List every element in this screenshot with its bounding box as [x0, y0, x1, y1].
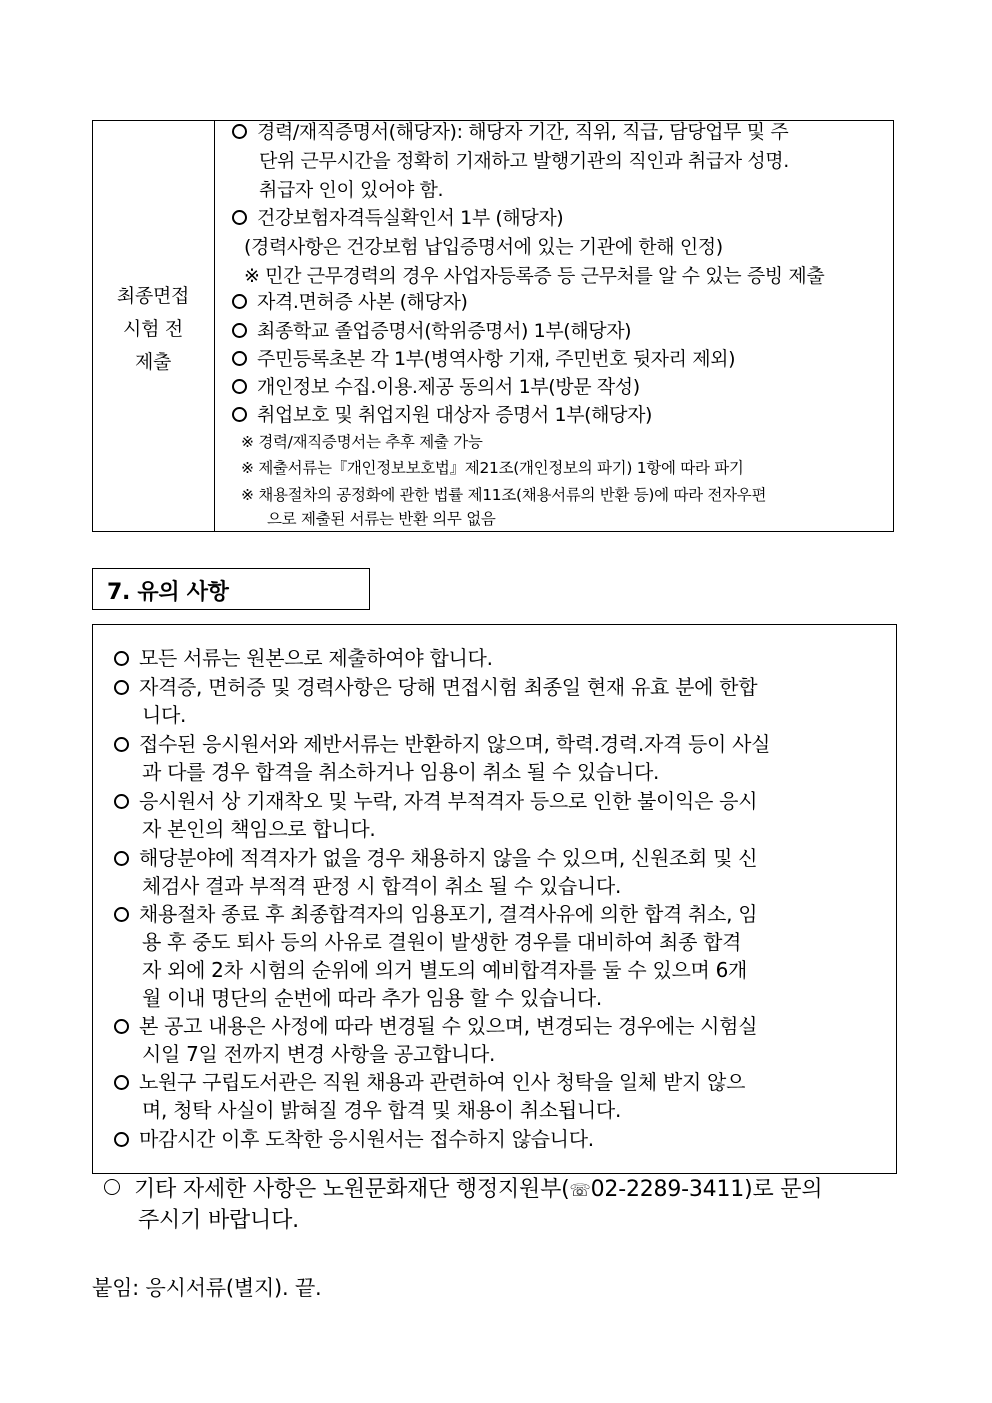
caution-5-line-2: 체검사 결과 부적격 판정 시 합격이 취소 될 수 있습니다. [142, 874, 622, 898]
bullet-circle-icon [114, 794, 129, 809]
caution-3 [114, 731, 770, 757]
caution-8-line-2: 며, 청탁 사실이 밝혀질 경우 합격 및 채용이 취소됩니다. [142, 1098, 622, 1122]
caution-2 [114, 674, 757, 700]
doc-item-1-cont-1: 단위 근무시간을 정확히 기재하고 발행기관의 직인과 취급자 성명. [259, 150, 789, 172]
bullet-circle-icon [232, 351, 247, 366]
table-note-2: ※ 제출서류는『개인정보보호법』제21조(개인정보의 파기) 1항에 따라 파기 [241, 459, 744, 477]
doc-item-4-text: 최종학교 졸업증명서(학위증명서) 1부(해당자) [257, 320, 632, 342]
doc-item-2-cont-1: (경력사항은 건강보험 납입증명서에 있는 기관에 한해 인정) [244, 236, 723, 258]
caution-6-line-2: 용 후 중도 퇴사 등의 사유로 결원이 발생한 경우를 대비하여 최종 합격 [142, 930, 742, 954]
caution-9 [114, 1126, 594, 1152]
doc-item-3 [232, 290, 468, 314]
caution-6-line-4: 월 이내 명단의 순번에 따라 추가 임용 할 수 있습니다. [142, 986, 602, 1010]
doc-item-5 [232, 347, 735, 371]
contact-phone: 02-2289-3411 [590, 1177, 745, 1202]
bullet-circle-icon [114, 1075, 129, 1090]
bullet-circle-icon [114, 737, 129, 752]
doc-item-1 [232, 120, 887, 144]
bullet-circle-icon [114, 851, 129, 866]
bullet-circle-icon [114, 680, 129, 695]
caution-7 [114, 1013, 757, 1039]
contact-text-before: 기타 자세한 사항은 노원문화재단 행정지원부( [134, 1177, 570, 1202]
bullet-circle-icon [114, 907, 129, 922]
caution-8-line-1: 노원구 구립도서관은 직원 채용과 관련하여 인사 청탁을 일체 받지 않으 [139, 1070, 746, 1094]
caution-7-line-1: 본 공고 내용은 사정에 따라 변경될 수 있으며, 변경되는 경우에는 시험실 [139, 1014, 758, 1038]
bullet-circle-icon [232, 407, 247, 422]
doc-item-7 [232, 403, 652, 427]
doc-item-2 [232, 206, 563, 230]
circle-bullet-icon [104, 1179, 120, 1195]
section-header-box [92, 568, 370, 610]
table-label-cell [93, 121, 215, 531]
doc-item-1-first: 경력/재직증명서(해당자): 해당자 기간, 직위, 직급, 담당업무 및 주 [257, 121, 789, 143]
table-label-line-3: 제출 [134, 351, 172, 373]
doc-item-3-text: 자격.면허증 사본 (해당자) [257, 291, 468, 313]
bullet-circle-icon [232, 379, 247, 394]
caution-1-line-1: 모든 서류는 원본으로 제출하여야 합니다. [139, 646, 493, 670]
table-label-line-1: 최종면접 [116, 285, 190, 307]
table-label-line-2: 시험 전 [123, 318, 183, 340]
attachment-note: 붙임: 응시서류(별지). 끝. [92, 1276, 322, 1300]
doc-item-7-text: 취업보호 및 취업지원 대상자 증명서 1부(해당자) [257, 404, 653, 426]
caution-8 [114, 1069, 745, 1095]
contact-line-2: 주시기 바랍니다. [138, 1208, 299, 1233]
doc-item-6 [232, 375, 640, 399]
doc-item-1-cont-2: 취급자 인이 있어야 함. [259, 179, 444, 201]
table-note-3: ※ 채용절차의 공정화에 관한 법률 제11조(채용서류의 반환 등)에 따라 전자우편 [241, 486, 767, 504]
caution-7-line-2: 시일 7일 전까지 변경 사항을 공고합니다. [142, 1042, 496, 1066]
caution-3-line-1: 접수된 응시원서와 제반서류는 반환하지 않으며, 학력.경력.자격 등이 사실 [139, 732, 771, 756]
caution-4-line-1: 응시원서 상 기재착오 및 누락, 자격 부적격자 등으로 인한 불이익은 응시 [139, 789, 758, 813]
bullet-circle-icon [232, 294, 247, 309]
caution-9-line-1: 마감시간 이후 도착한 응시원서는 접수하지 않습니다. [139, 1127, 594, 1151]
bullet-circle-icon [232, 210, 247, 225]
contact-line [104, 1176, 822, 1205]
caution-2-line-2: 니다. [142, 703, 187, 727]
caution-5-line-1: 해당분야에 적격자가 없을 경우 채용하지 않을 수 있으며, 신원조회 및 신 [139, 846, 758, 870]
doc-item-4 [232, 319, 631, 343]
doc-item-2-cont-2: ※ 민간 근무경력의 경우 사업자등록증 등 근무처를 알 수 있는 증빙 제출 [244, 265, 825, 287]
caution-4-line-2: 자 본인의 책임으로 합니다. [142, 817, 376, 841]
bullet-circle-icon [232, 323, 247, 338]
section-title: 7. 유의 사항 [107, 580, 229, 605]
caution-5 [114, 845, 757, 871]
doc-item-2-first: 건강보험자격득실확인서 1부 (해당자) [257, 207, 564, 229]
caution-6 [114, 901, 757, 927]
caution-1 [114, 645, 493, 671]
phone-icon: ☏ [569, 1181, 591, 1201]
contact-text-after: )로 문의 [744, 1177, 823, 1202]
caution-2-line-1: 자격증, 면허증 및 경력사항은 당해 면접시험 최종일 현재 유효 분에 한합 [139, 675, 758, 699]
doc-item-5-text: 주민등록초본 각 1부(병역사항 기재, 주민번호 뒷자리 제외) [257, 348, 736, 370]
table-note-4: 으로 제출된 서류는 반환 의무 없음 [267, 510, 496, 528]
bullet-circle-icon [114, 1132, 129, 1147]
table-note-1: ※ 경력/재직증명서는 추후 제출 가능 [241, 433, 483, 451]
doc-item-6-text: 개인정보 수집.이용.제공 동의서 1부(방문 작성) [257, 376, 640, 398]
caution-3-line-2: 과 다를 경우 합격을 취소하거나 임용이 취소 될 수 있습니다. [142, 760, 660, 784]
bullet-circle-icon [232, 124, 247, 139]
bullet-circle-icon [114, 651, 129, 666]
caution-4 [114, 788, 757, 814]
bullet-circle-icon [114, 1019, 129, 1034]
caution-6-line-1: 채용절차 종료 후 최종합격자의 임용포기, 결격사유에 의한 합격 취소, 임 [139, 902, 758, 926]
caution-6-line-3: 자 외에 2차 시험의 순위에 의거 별도의 예비합격자를 둘 수 있으며 6개 [142, 958, 748, 982]
